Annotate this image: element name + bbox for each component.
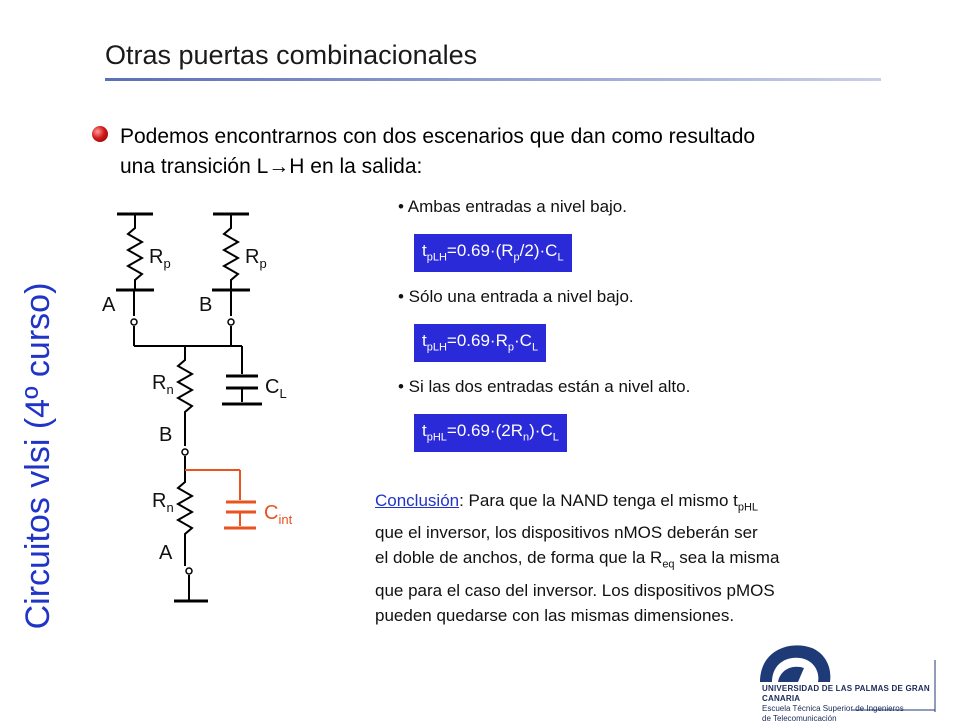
arrow-right-icon: → — [268, 155, 290, 178]
rn-lower-sub: n — [166, 500, 174, 515]
label-rp-right — [245, 246, 267, 271]
label-b-top: B — [199, 294, 213, 316]
university-logo-mark — [760, 645, 830, 682]
cl-sub: L — [279, 386, 287, 401]
rp-right-base: R — [245, 246, 260, 268]
intro-line2-a: una transición L — [120, 155, 269, 178]
slide-title: Otras puertas combinacionales — [105, 40, 478, 70]
intro-line1: Podemos encontrarnos con dos escenarios que dan como resultado — [120, 125, 756, 148]
resistor-rn-lower — [178, 470, 192, 542]
rp-right-sub: p — [259, 256, 267, 271]
label-rn-lower — [152, 490, 174, 515]
formula-1-a: =0.69·(R — [446, 241, 514, 260]
conclusion-t6: pueden quedarse con las mismas dimensiones. — [375, 605, 735, 625]
side-course-title: Circuitos vlsi (4º curso) — [19, 282, 57, 630]
rp-left-sub: p — [163, 256, 171, 271]
switch-b-terminal — [228, 319, 234, 325]
resistor-rp-left — [128, 214, 142, 290]
cint-sub: int — [278, 512, 293, 527]
formula-2-sub3: L — [531, 341, 539, 354]
conclusion-paragraph — [375, 488, 945, 628]
conclusion-sub1: pHL — [737, 501, 759, 514]
intro-line2-b: H en la salida: — [289, 155, 423, 178]
formula-2-t: t — [422, 331, 427, 350]
formula-2-sub: pLH — [426, 341, 447, 354]
scenario-1-text: • Ambas entradas a nivel bajo. — [398, 197, 627, 216]
formula-3-a: =0.69·(2R — [446, 421, 523, 440]
formula-1-b: /2)·C — [519, 241, 558, 260]
logo-line-university: UNIVERSIDAD DE LAS PALMAS DE GRAN CANARIA — [762, 684, 930, 703]
formula-1-sub: pLH — [426, 251, 447, 264]
formula-2-a: =0.69·R — [446, 331, 508, 350]
formula-1-sub3: L — [557, 251, 564, 264]
conclusion-t5: que para el caso del inversor. Los dispositivos pMOS — [375, 580, 775, 600]
scenario-2-text: • Sólo una entrada a nivel bajo. — [398, 287, 634, 306]
formula-3-sub: pHL — [426, 431, 447, 444]
scenario-3-text: • Si las dos entradas están a nivel alto. — [398, 377, 691, 396]
switch-a-n-terminal — [186, 568, 192, 574]
rn-upper-base: R — [152, 372, 167, 394]
formula-2-sub2: p — [507, 341, 514, 354]
formula-1-t: t — [422, 241, 427, 260]
formula-3-t: t — [422, 421, 427, 440]
label-cint — [264, 502, 292, 527]
conclusion-t4: sea la misma — [674, 548, 780, 568]
conclusion-word: Conclusión — [375, 491, 460, 510]
resistor-rn-upper — [178, 346, 192, 420]
label-rp-left — [149, 246, 171, 271]
rn-upper-sub: n — [166, 382, 174, 397]
rp-left-base: R — [149, 246, 164, 268]
cl-base: C — [265, 376, 280, 398]
label-a-top: A — [102, 294, 116, 316]
logo-line-telecom: de Telecomunicación — [762, 714, 837, 723]
conclusion-t3: el doble de anchos, de forma que la R — [375, 548, 663, 568]
conclusion-t1: : Para que la NAND tenga el mismo t — [459, 491, 738, 510]
label-cl — [265, 376, 287, 401]
formula-3-sub3: L — [552, 431, 559, 444]
logo-inner — [778, 667, 804, 682]
formula-1-sub2: p — [513, 251, 520, 264]
resistor-rp-right — [224, 214, 238, 290]
university-logo-text — [762, 684, 952, 724]
formula-2-b: ·C — [514, 331, 532, 350]
formula-3-b: )·C — [529, 421, 553, 440]
conclusion-t2: que el inversor, los dispositivos nMOS deberán ser — [375, 523, 758, 543]
rn-lower-base: R — [152, 490, 167, 512]
label-rn-upper — [152, 372, 174, 397]
switch-b-n-terminal — [182, 449, 188, 455]
switch-a-terminal — [131, 319, 137, 325]
label-b-bottom: B — [159, 424, 173, 446]
conclusion-sub2: eq — [662, 558, 675, 571]
label-a-bottom: A — [159, 542, 173, 564]
formula-3-sub2: n — [523, 431, 530, 444]
logo-line-school: Escuela Técnica Superior de Ingenieros — [762, 704, 904, 713]
cint-base: C — [264, 502, 279, 524]
